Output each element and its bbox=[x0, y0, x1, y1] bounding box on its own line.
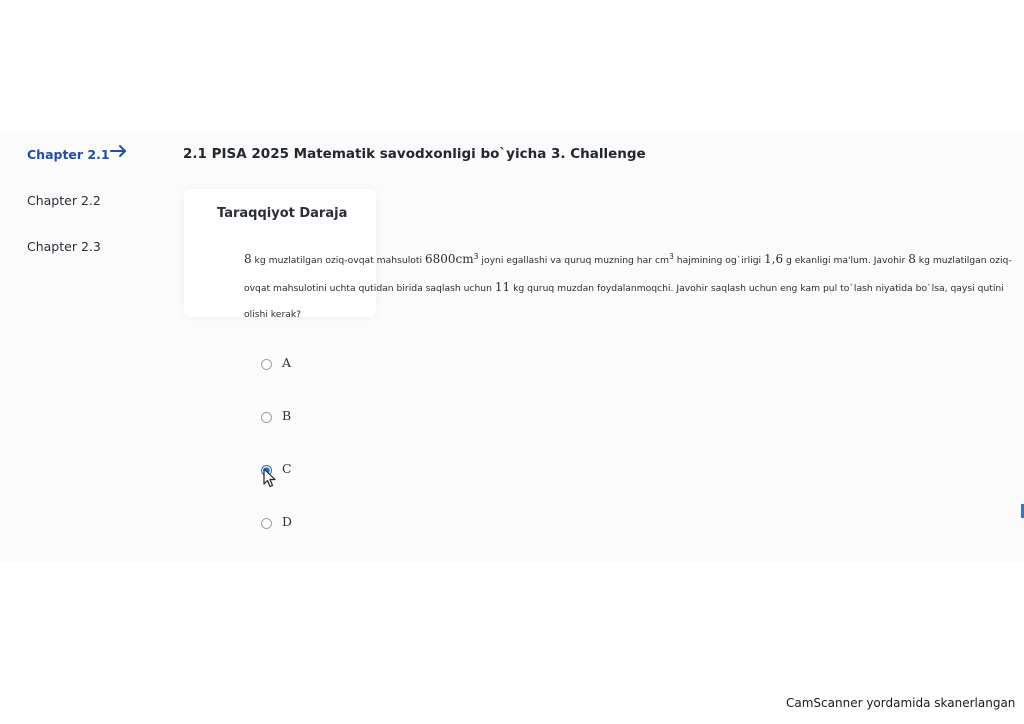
sidebar-item-label: Chapter 2.2 bbox=[27, 193, 101, 208]
option-b[interactable] bbox=[244, 395, 354, 448]
scanner-watermark: CamScanner yordamida skanerlangan bbox=[786, 696, 1016, 710]
math-value: 6800 bbox=[424, 252, 456, 267]
question-fragment: joyni egallashi va quruq muzning har bbox=[478, 255, 655, 267]
option-a[interactable] bbox=[244, 342, 354, 395]
option-d[interactable] bbox=[244, 501, 354, 554]
math-exponent: 3 bbox=[668, 252, 674, 261]
radio-button-d[interactable] bbox=[261, 518, 272, 529]
question-fragment: kg muzlatilgan oziq-ovqat mahsuloti bbox=[251, 255, 425, 267]
question-fragment: kg muzlatilgan oziq-ovqat mahsulotini uchta qutidan birida saqlash uchun bbox=[244, 255, 1012, 295]
option-label: C bbox=[282, 461, 292, 476]
math-value: 8 bbox=[908, 252, 916, 267]
math-exponent: 3 bbox=[473, 252, 479, 261]
question-fragment: g ekanligi ma'lum. Javohir bbox=[783, 255, 909, 267]
sidebar-item-chapter-2-3[interactable] bbox=[27, 239, 101, 254]
option-c[interactable] bbox=[244, 448, 354, 501]
math-unit: cm bbox=[455, 252, 474, 267]
page-title: 2.1 PISA 2025 Matematik savodxonligi bo`yicha 3. Challenge bbox=[183, 146, 646, 162]
answer-options bbox=[244, 342, 354, 554]
progress-title: Taraqqiyot Daraja bbox=[217, 206, 348, 221]
math-value: 8 bbox=[244, 252, 252, 267]
radio-button-b[interactable] bbox=[261, 412, 272, 423]
math-value: 11 bbox=[494, 280, 511, 295]
arrow-right-icon bbox=[110, 144, 128, 158]
sidebar-item-chapter-2-2[interactable] bbox=[27, 193, 101, 208]
math-unit: cm bbox=[654, 255, 669, 267]
question-text bbox=[244, 244, 1019, 328]
option-label: A bbox=[282, 355, 292, 370]
question-fragment: kg quruq muzdan foydalanmoqchi. Javohir saqlash uchun eng kam pul to`lash niyatida bo`lsa, qaysi qutini olishi kerak? bbox=[244, 283, 1004, 321]
radio-button-a[interactable] bbox=[261, 359, 272, 370]
sidebar-item-chapter-2-1[interactable] bbox=[27, 147, 110, 162]
scanned-screen bbox=[0, 132, 1024, 562]
question-fragment: hajmining og`irligi bbox=[673, 255, 764, 267]
chapter-sidebar bbox=[0, 132, 170, 562]
mouse-cursor-icon bbox=[263, 468, 277, 488]
option-label: B bbox=[282, 408, 292, 423]
sidebar-item-label: Chapter 2.1 bbox=[27, 147, 110, 162]
option-label: D bbox=[282, 514, 293, 529]
math-value: 1,6 bbox=[764, 252, 784, 267]
sidebar-item-label: Chapter 2.3 bbox=[27, 239, 101, 254]
